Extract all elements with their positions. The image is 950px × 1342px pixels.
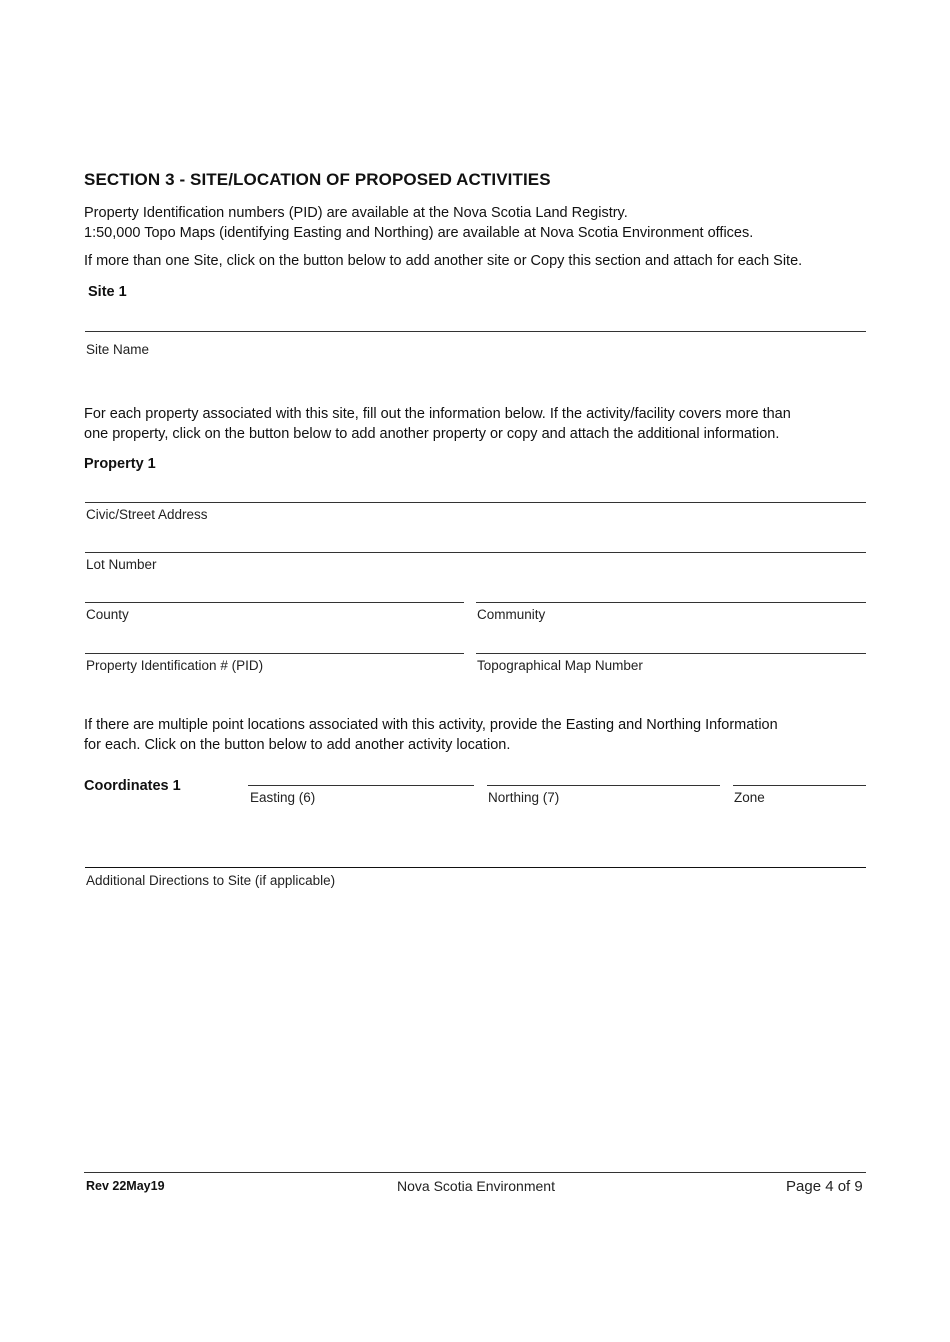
additional-directions-label: Additional Directions to Site (if applicable) [86,873,336,888]
topo-map-number-field[interactable] [476,653,866,654]
lot-number-label: Lot Number [86,557,157,572]
community-field[interactable] [476,602,866,603]
topo-map-number-label: Topographical Map Number [477,658,643,673]
pid-label: Property Identification # (PID) [86,658,264,673]
coordinates-intro-line2: for each. Click on the button below to add another activity location. [84,737,511,753]
coordinates-intro-line1: If there are multiple point locations associated with this activity, provide the Easting and Northing Information [84,717,778,733]
pid-field[interactable] [85,653,464,654]
footer-revision: Rev 22May19 [86,1179,165,1193]
footer-page-number: Page 4 of 9 [786,1178,863,1195]
intro-line-pid: Property Identification numbers (PID) are available at the Nova Scotia Land Registry. [84,205,628,221]
county-label: County [86,607,129,622]
additional-directions-field[interactable] [85,867,866,868]
civic-address-label: Civic/Street Address [86,507,208,522]
county-field[interactable] [85,602,464,603]
footer-department: Nova Scotia Environment [397,1178,555,1194]
intro-line-topo: 1:50,000 Topo Maps (identifying Easting and Northing) are available at Nova Scotia Environment offices. [84,225,754,241]
site-name-label: Site Name [86,342,150,357]
section-title: SECTION 3 - SITE/LOCATION OF PROPOSED ACTIVITIES [84,170,551,189]
footer-divider [84,1172,866,1173]
site-name-field[interactable] [85,331,866,332]
property-intro-line1: For each property associated with this site, fill out the information below. If the activity/facility covers more than [84,406,791,422]
property-heading: Property 1 [84,456,156,472]
civic-address-field[interactable] [85,502,866,503]
intro-line-multiple-sites: If more than one Site, click on the button below to add another site or Copy this section and attach for each Site. [84,253,803,269]
easting-field[interactable] [248,785,474,786]
lot-number-field[interactable] [85,552,866,553]
property-intro-line2: one property, click on the button below to add another property or copy and attach the additional information. [84,426,780,442]
zone-field[interactable] [733,785,866,786]
northing-label: Northing (7) [488,790,560,805]
easting-label: Easting (6) [250,790,316,805]
northing-field[interactable] [487,785,720,786]
community-label: Community [477,607,546,622]
zone-label: Zone [734,790,765,805]
coordinates-heading: Coordinates 1 [84,778,181,794]
site-heading: Site 1 [88,284,127,300]
